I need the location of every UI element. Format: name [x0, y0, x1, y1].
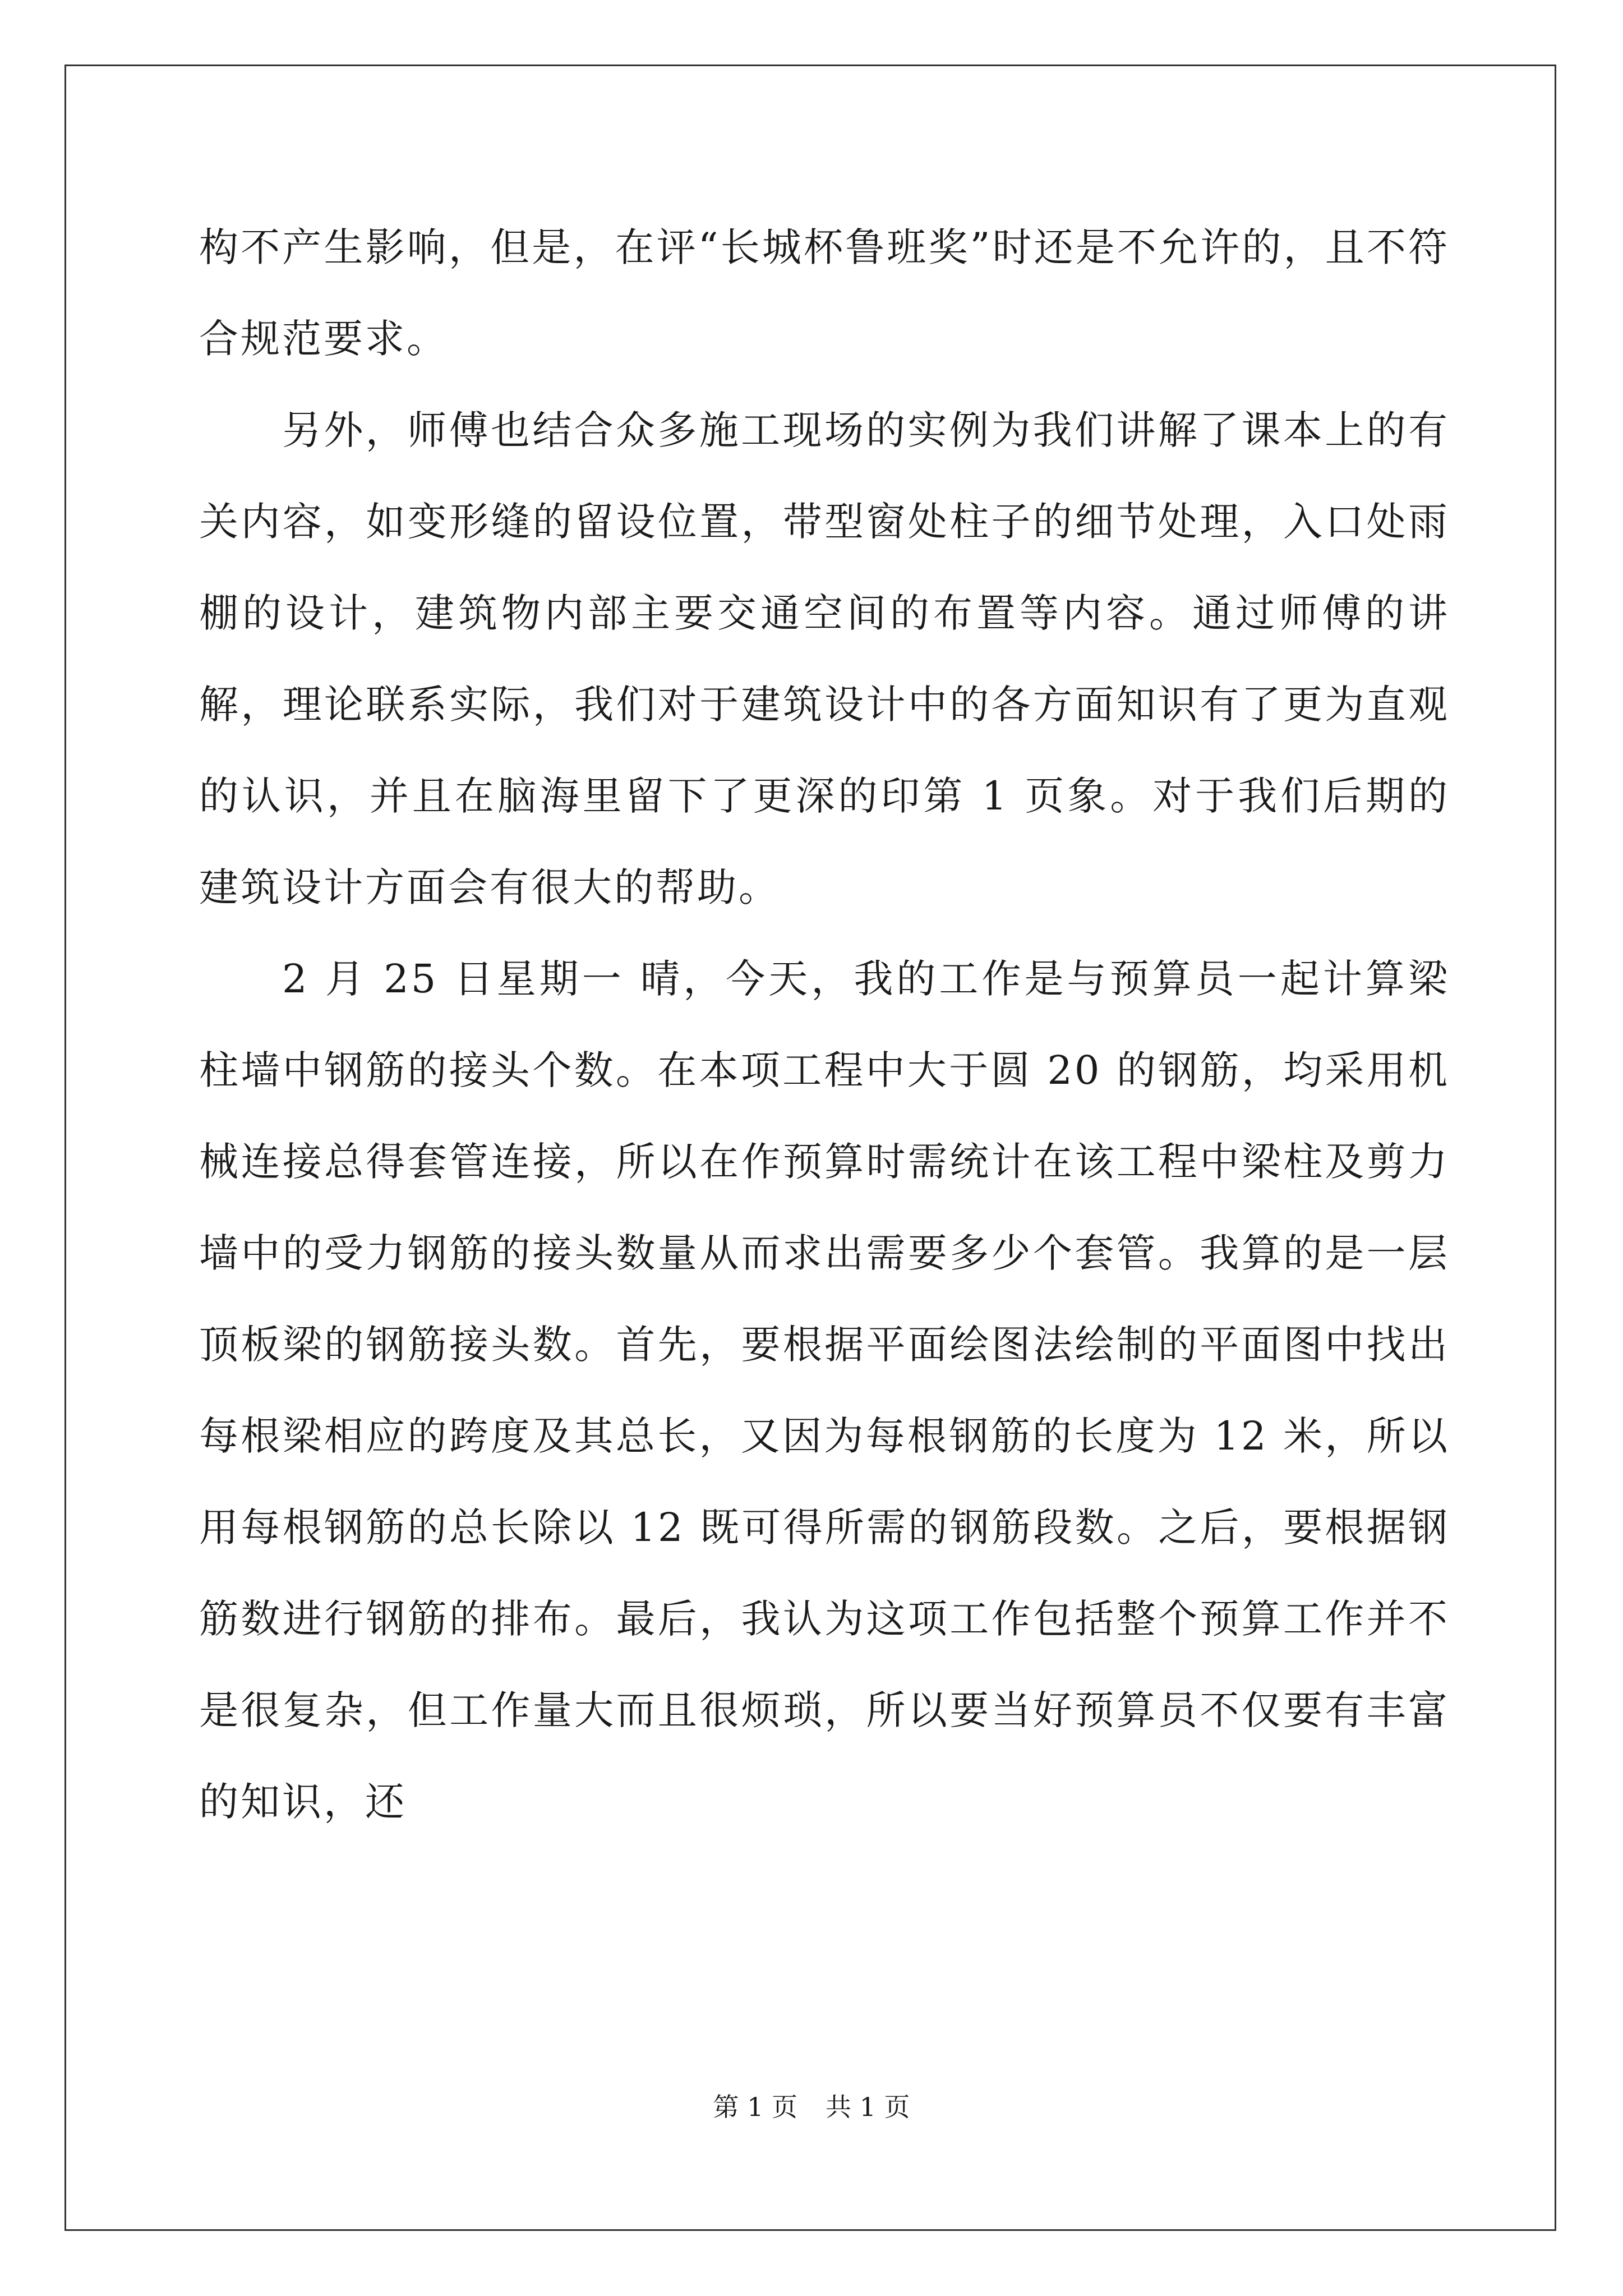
paragraph-feb-25-diary: 2 月 25 日星期一 晴，今天，我的工作是与预算员一起计算梁柱墙中钢筋的接头个数。在本项工程中大于圆 20 的钢筋，均采用机械连接总得套管连接，所以在作预算时需统计在该工程中梁柱及剪力墙中的受力钢筋的接头数量从而求出需要多少个套管。我算的是一层顶板梁的钢筋接头数。首先，要根据平面绘图法绘制的平面图中找出每根梁相应的跨度及其总长，又因为每根钢筋的长度为 12 米，所以用每根钢筋的总长除以 12 既可得所需的钢筋段数。之后，要根据钢筋数进行钢筋的排布。最后，我认为这项工作包括整个预算工作并不是很复杂，但工作量大而且很烦琐，所以要当好预算员不仅要有丰富的知识，还 [199, 956, 1450, 1825]
paragraph-teacher-explanation: 另外，师傅也结合众多施工现场的实例为我们讲解了课本上的有关内容，如变形缝的留设位置，带型窗处柱子的细节处理，入口处雨棚的设计，建筑物内部主要交通空间的布置等内容。通过师傅的讲解，理论联系实际，我们对于建筑设计中的各方面知识有了更为直观的认识，并且在脑海里留下了更深的印第 1 页象。对于我们后期的建筑设计方面会有很大的帮助。 [199, 407, 1450, 910]
paragraph-continuation: 构不产生影响，但是，在评“长城杯鲁班奖”时还是不允许的，且不符合规范要求。 [199, 224, 1450, 362]
page-total: 共 1 页 [826, 2092, 910, 2122]
page-number: 第 1 页 [713, 2092, 797, 2122]
page-footer [0, 2087, 1623, 2124]
document-body [199, 202, 1450, 1848]
